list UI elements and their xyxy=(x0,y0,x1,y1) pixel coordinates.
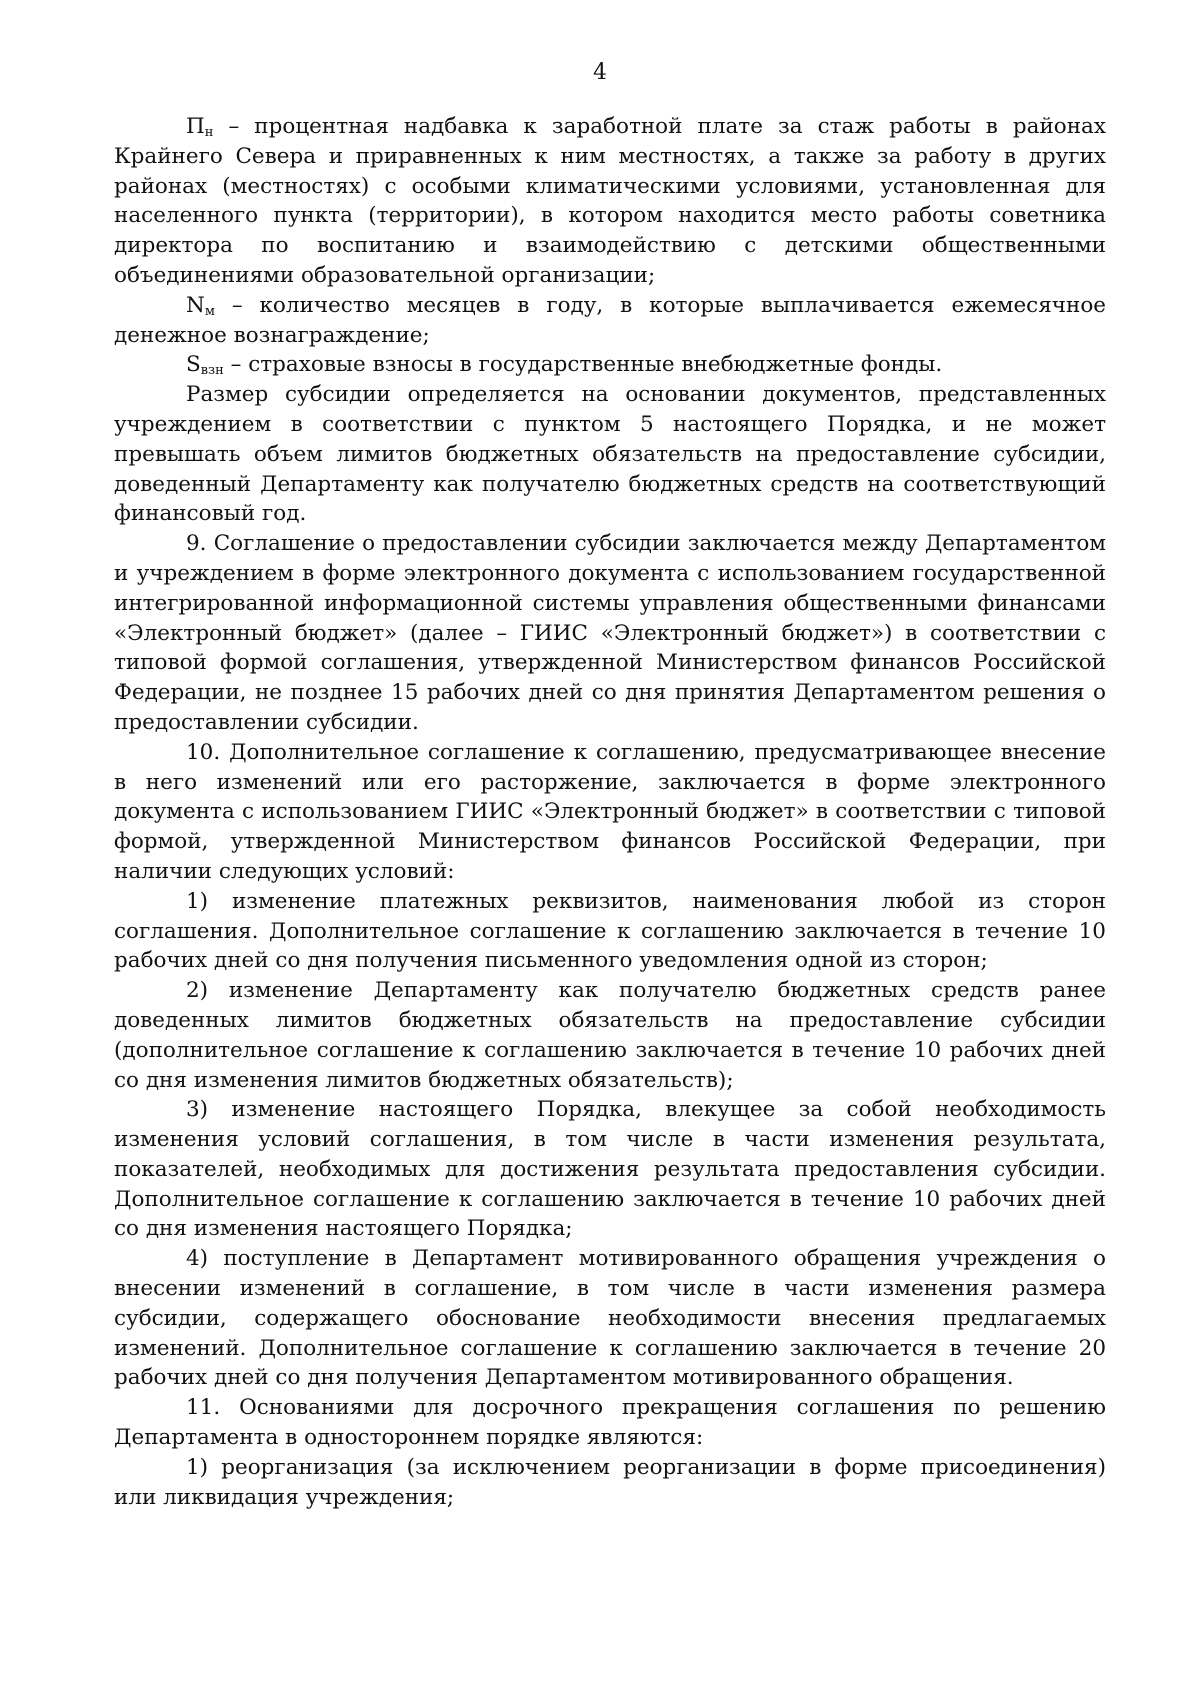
definition-svzn xyxy=(114,350,1106,380)
definition-symbol: S xyxy=(186,352,201,378)
paragraph-11-item-1: 1) реорганизация (за исключением реорганизации в форме присоединения) или ликвидация учреждения; xyxy=(114,1454,1106,1510)
definition-text: – страховые взносы в государственные внебюджетные фонды. xyxy=(223,352,943,378)
definition-symbol: П xyxy=(186,114,205,139)
definition-pn xyxy=(114,112,1106,291)
paragraph-10-item-3: 3) изменение настоящего Порядка, влекущее за собой необходимость изменения условий соглашения, в том числе в части изменения результата, показателей, необходимых для достижения результата предоставления субсидии. Дополнительное соглашение к соглашению заключается в течение 10 рабочих дней со дня изменения настоящего Порядка; xyxy=(114,1097,1106,1242)
definition-subscript: взн xyxy=(200,363,224,379)
paragraph-subsidy-size: Размер субсидии определяется на основании документов, представленных учреждением в соответствии с пунктом 5 настоящего Порядка, и не может превышать объем лимитов бюджетных обязательств на предоставление субсидии, доведенный Департаменту как получателю бюджетных средств на соответствующий финансовый год. xyxy=(114,382,1106,527)
definition-symbol: N xyxy=(186,292,205,318)
definition-text: – количество месяцев в году, в которые выплачивается ежемесячное денежное вознаграждение; xyxy=(114,292,1106,348)
page-number: 4 xyxy=(593,60,607,85)
paragraph-10-item-2: 2) изменение Департаменту как получателю бюджетных средств ранее доведенных лимитов бюджетных обязательств на предоставление субсидии (дополнительное соглашение к соглашению заключается в течение 10 рабочих дней со дня изменения лимитов бюджетных обязательств); xyxy=(114,978,1106,1093)
paragraph-10-item-1: 1) изменение платежных реквизитов, наименования любой из сторон соглашения. Дополнительное соглашение к соглашению заключается в течение 10 рабочих дней со дня получения письменного уведомления одной из сторон; xyxy=(114,888,1106,974)
paragraph-10: 10. Дополнительное соглашение к соглашению, предусматривающее внесение в него изменений или его расторжение, заключается в форме электронного документа с использованием ГИИС «Электронный бюджет» в соответствии с типовой формой, утвержденной Министерством финансов Российской Федерации, при наличии следующих условий: xyxy=(114,739,1106,884)
definition-subscript: н xyxy=(204,125,214,140)
paragraph-9: 9. Соглашение о предоставлении субсидии заключается между Департаментом и учреждением в форме электронного документа с использованием государственной интегрированной информационной системы управления общественными финансами «Электронный бюджет» (далее – ГИИС «Электронный бюджет») в соответствии с типовой формой соглашения, утвержденной Министерством финансов Российской Федерации, не позднее 15 рабочих дней со дня принятия Департаментом решения о предоставлении субсидии. xyxy=(114,531,1106,735)
paragraph-10-item-4: 4) поступление в Департамент мотивированного обращения учреждения о внесении изменений в соглашение, в том числе в части изменения размера субсидии, содержащего обоснование необходимости внесения предлагаемых изменений. Дополнительное соглашение к соглашению заключается в течение 20 рабочих дней со дня получения Департаментом мотивированного обращения. xyxy=(114,1246,1106,1391)
paragraph-11: 11. Основаниями для досрочного прекращения соглашения по решению Департамента в одностороннем порядке являются: xyxy=(114,1395,1106,1451)
definition-nm xyxy=(114,291,1106,351)
definition-text: – процентная надбавка к заработной плате за стаж работы в районах Крайнего Севера и приравненных к ним местностях, а также за работу в других районах (местностях) с особыми климатическими условиями, установленная для населенного пункта (территории), в котором находится место работы советника директора по воспитанию и взаимодействию с детскими общественными объединениями образовательной организации; xyxy=(114,114,1106,288)
definition-subscript: м xyxy=(204,303,215,319)
document-body xyxy=(114,112,1106,1512)
